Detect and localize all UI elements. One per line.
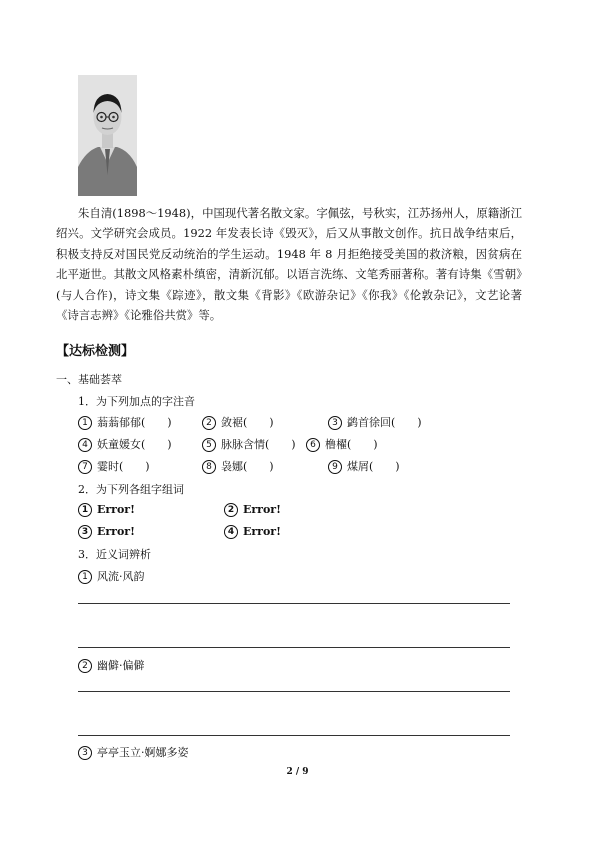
circled-number: 1 bbox=[78, 503, 92, 517]
circled-number: 4 bbox=[224, 525, 238, 539]
q2-title: 2．为下列各组字组词 bbox=[78, 483, 184, 496]
circled-number: 1 bbox=[78, 570, 92, 584]
author-bio: 朱自清(1898～1948)，中国现代著名散文家。字佩弦，号秋实，江苏扬州人，原籍浙江绍兴。文学研究会成员。1922 年发表长诗《毁灭》，后又从事散文创作。抗日战争结束后，积极支持反对国民党反动统治的学生运动。1948 年 8 月拒绝接受美国的救济粮，因贫病在北平逝世。其散文风格素朴缜密，清新沉郁。以语言洗练、文笔秀丽著称。著有诗集《雪朝》(与人合作)，诗文集《踪迹》，散文集《背影》《欧游杂记》《你我》《伦敦杂记》，文艺论著《诗言志辨》《论雅俗共赏》等。 bbox=[56, 206, 522, 323]
q1-item-text: 蓊蓊郁郁( ) bbox=[97, 416, 172, 429]
q1-item bbox=[202, 458, 274, 474]
q1-item-text: 袅娜( ) bbox=[221, 460, 274, 473]
section-title: 【达标检测】 bbox=[56, 344, 135, 359]
answer-line bbox=[78, 603, 510, 604]
q1-item-text: 脉脉含情( ) bbox=[221, 438, 296, 451]
q3-item bbox=[78, 744, 189, 760]
q3-item-text: 亭亭玉立·婀娜多姿 bbox=[97, 746, 189, 759]
circled-number: 2 bbox=[78, 659, 92, 673]
circled-number: 5 bbox=[202, 438, 216, 452]
circled-number: 2 bbox=[202, 416, 216, 430]
page-number: 2 / 9 bbox=[286, 767, 309, 777]
q1-item bbox=[328, 458, 400, 474]
q1-item bbox=[202, 436, 296, 452]
portrait-photo bbox=[78, 75, 137, 196]
q1-item bbox=[328, 414, 422, 430]
q1-item-text: 敛裾( ) bbox=[221, 416, 274, 429]
circled-number: 8 bbox=[202, 460, 216, 474]
q2-item-text: Error! bbox=[243, 503, 281, 516]
q3-title: 3．近义词辨析 bbox=[78, 548, 151, 561]
q1-item bbox=[202, 414, 274, 430]
answer-line bbox=[78, 647, 510, 648]
q1-item-text: 橹櫂( ) bbox=[325, 438, 378, 451]
circled-number: 3 bbox=[328, 416, 342, 430]
circled-number: 2 bbox=[224, 503, 238, 517]
circled-number: 7 bbox=[78, 460, 92, 474]
q2-item-text: Error! bbox=[97, 503, 135, 516]
q2-item bbox=[224, 525, 281, 539]
circled-number: 3 bbox=[78, 525, 92, 539]
part1-title: 一、基础荟萃 bbox=[56, 373, 122, 386]
answer-line bbox=[78, 735, 510, 736]
q1-item-text: 霎时( ) bbox=[97, 460, 150, 473]
circled-number: 9 bbox=[328, 460, 342, 474]
q1-item-text: 鹢首徐回( ) bbox=[347, 416, 422, 429]
q3-item-text: 幽僻·偏僻 bbox=[97, 659, 145, 672]
answer-line bbox=[78, 691, 510, 692]
q2-item-text: Error! bbox=[243, 525, 281, 538]
circled-number: 4 bbox=[78, 438, 92, 452]
q3-item bbox=[78, 568, 145, 584]
q1-item bbox=[78, 458, 150, 474]
q3-item bbox=[78, 657, 145, 673]
q3-item-text: 风流·风韵 bbox=[97, 570, 145, 583]
circled-number: 1 bbox=[78, 416, 92, 430]
portrait-image bbox=[78, 75, 137, 196]
q2-item bbox=[224, 503, 281, 517]
q1-title: 1．为下列加点的字注音 bbox=[78, 395, 195, 408]
q2-item bbox=[78, 525, 135, 539]
circled-number: 6 bbox=[306, 438, 320, 452]
q1-item-text: 煤屑( ) bbox=[347, 460, 400, 473]
q1-item-text: 妖童媛女( ) bbox=[97, 438, 172, 451]
circled-number: 3 bbox=[78, 746, 92, 760]
q1-item bbox=[78, 436, 172, 452]
q1-item bbox=[306, 436, 378, 452]
q1-item bbox=[78, 414, 172, 430]
q2-item bbox=[78, 503, 135, 517]
q2-item-text: Error! bbox=[97, 525, 135, 538]
